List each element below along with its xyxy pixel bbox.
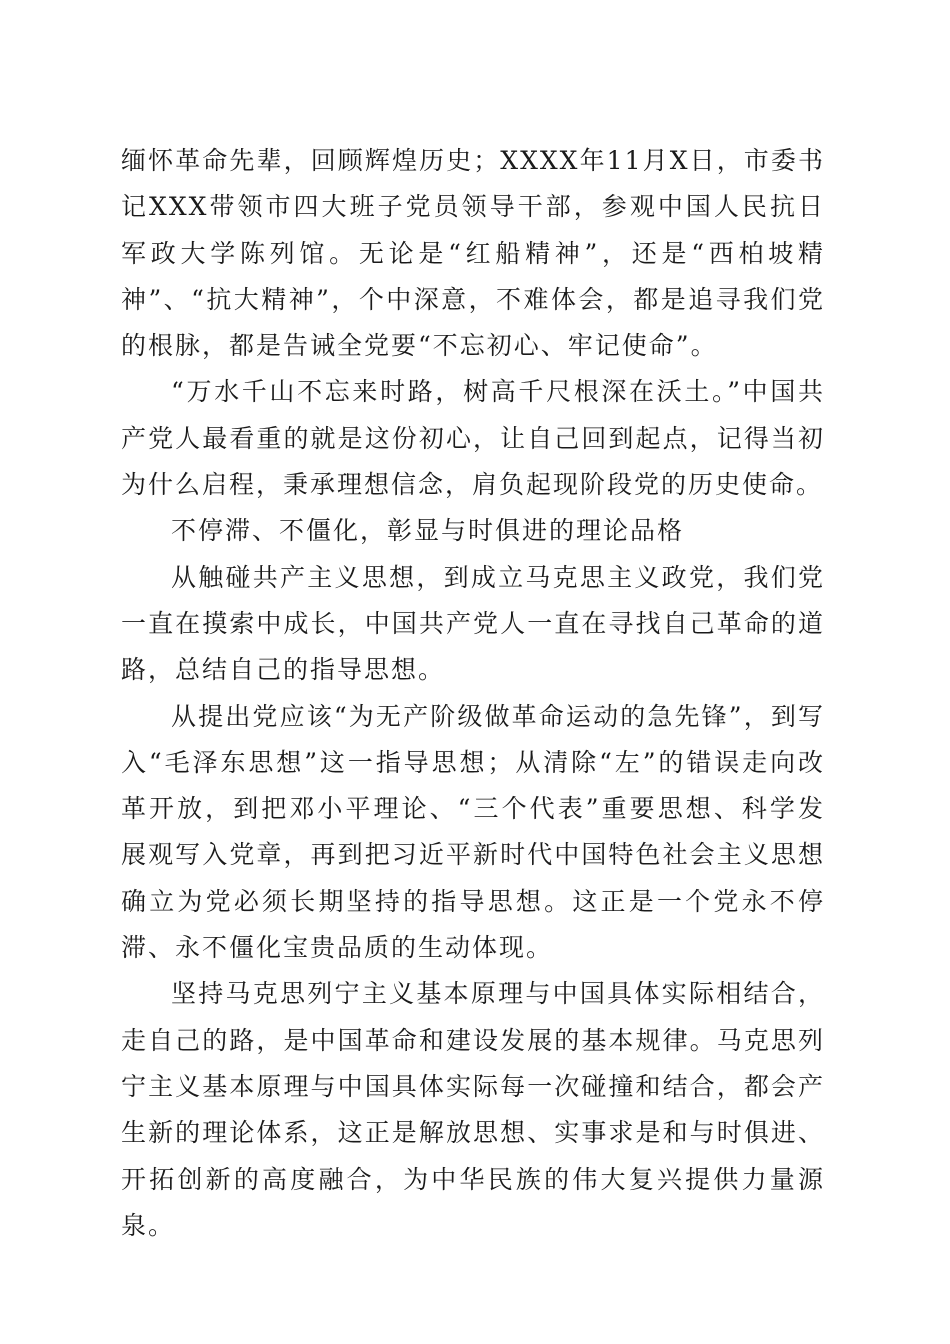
- paragraph: 从提出党应该“为无产阶级做革命运动的急先锋”，到写入“毛泽东思想”这一指导思想；从清除“左”的错误走向改革开放，到把邓小平理论、“三个代表”重要思想、科学发展观写入党章，再到把习近平新时代中国特色社会主义思想确立为党必须长期坚持的指导思想。这正是一个党永不停滞、永不僵化宝贵品质的生动体现。: [121, 701, 825, 963]
- section-heading: 不停滞、不僵化，彰显与时俱进的理论品格: [171, 516, 685, 546]
- paragraph: 坚持马克思列宁主义基本原理与中国具体实际相结合，走自己的路，是中国革命和建设发展的基本规律。马克思列宁主义基本原理与中国具体实际每一次碰撞和结合，都会产生新的理论体系，这正是解放思想、实事求是和与时俱进、开拓创新的高度融合，为中华民族的伟大复兴提供力量源泉。: [121, 979, 825, 1240]
- document-body: [121, 138, 825, 1249]
- paragraph: “万水千山不忘来时路，树高千尺根深在沃土。”中国共产党人最看重的就是这份初心，让自己回到起点，记得当初为什么启程，秉承理想信念，肩负起现阶段党的历史使命。: [121, 377, 825, 500]
- paragraph-continued: 缅怀革命先辈，回顾辉煌历史；XXXX年11月X日，市委书记XXX带领市四大班子党员领导干部，参观中国人民抗日军政大学陈列馆。无论是“红船精神”，还是“西柏坡精神”、“抗大精神”，个中深意，不难体会，都是追寻我们党的根脉，都是告诫全党要“不忘初心、牢记使命”。: [121, 146, 825, 361]
- paragraph: 从触碰共产主义思想，到成立马克思主义政党，我们党一直在摸索中成长，中国共产党人一直在寻找自己革命的道路，总结自己的指导思想。: [121, 562, 825, 685]
